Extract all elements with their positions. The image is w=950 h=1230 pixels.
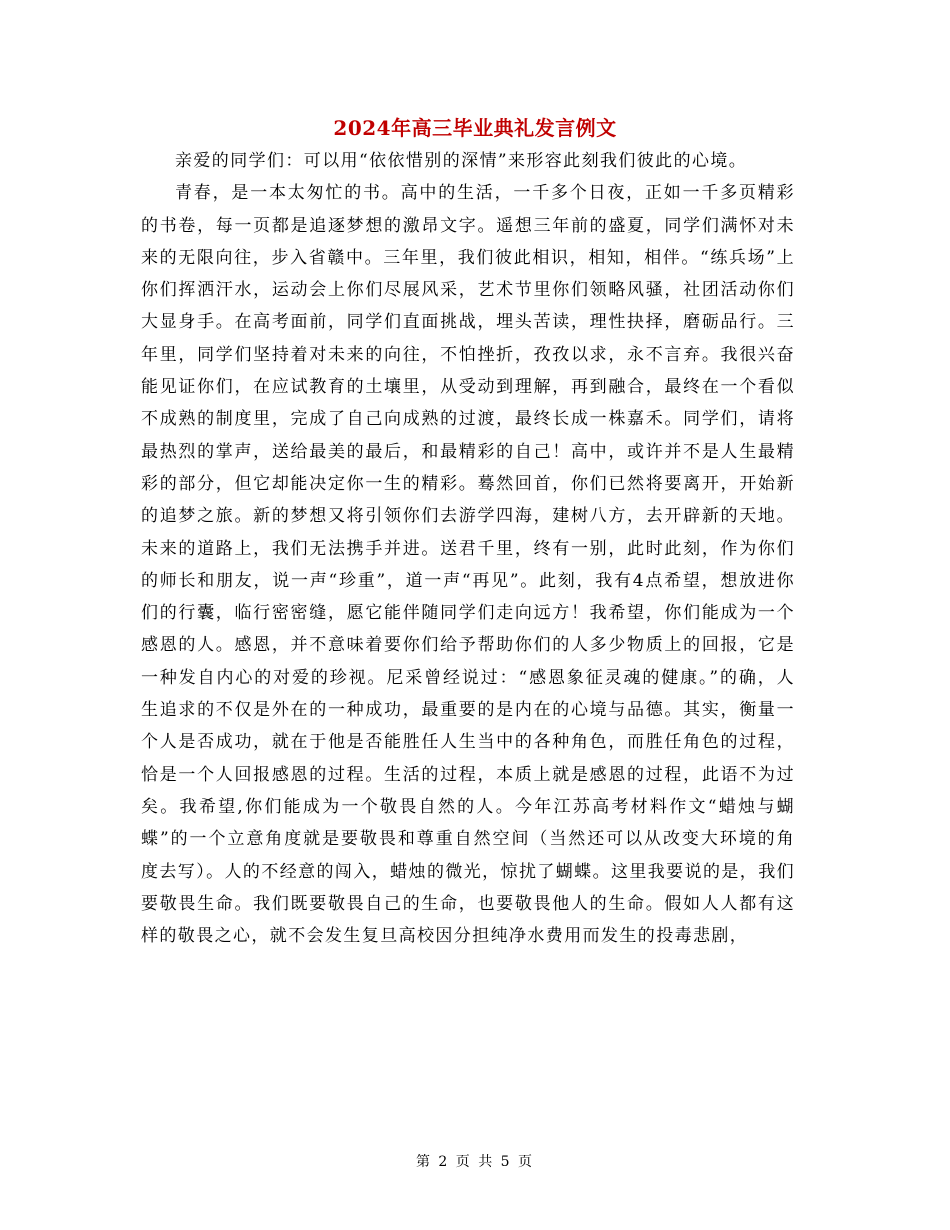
document-body (141, 145, 795, 952)
paragraph-greeting: 亲爱的同学们：可以用“依依惜别的深情”来形容此刻我们彼此的心境。 (175, 151, 748, 171)
document-title: 2024年高三毕业典礼发言例文 (333, 116, 617, 140)
page-number-footer: 第 2 页 共 5 页 (415, 1154, 535, 1170)
paragraph-main: 青春，是一本太匆忙的书。高中的生活，一千多个日夜，正如一千多页精彩的书卷，每一页都是追逐梦想的激昂文字。遥想三年前的盛夏，同学们满怀对未来的无限向往，步入省赣中。三年里，我们彼此相识，相知，相伴。“练兵场”上你们挥洒汗水，运动会上你们尽展风采，艺术节里你们领略风骚，社团活动你们大显身手。在高考面前，同学们直面挑战，埋头苦读，理性抉择，磨砺品行。三年里，同学们坚持着对未来的向往，不怕挫折，孜孜以求，永不言弃。我很兴奋能见证你们，在应试教育的土壤里，从受动到理解，再到融合，最终在一个看似不成熟的制度里，完成了自己向成熟的过渡，最终长成一株嘉禾。同学们，请将最热烈的掌声，送给最美的最后，和最精彩的自己！高中，或许并不是人生最精彩的部分，但它却能决定你一生的精彩。蓦然回首，你们已然将要离开，开始新的追梦之旅。新的梦想又将引领你们去游学四海，建树八方，去开辟新的天地。未来的道路上，我们无法携手并进。送君千里，终有一别，此时此刻，作为你们的师长和朋友，说一声“珍重”，道一声“再见”。此刻，我有4点希望，想放进你们的行囊，临行密密缝，愿它能伴随同学们走向远方！我希望，你们能成为一个感恩的人。感恩，并不意味着要你们给予帮助你们的人多少物质上的回报，它是一种发自内心的对爱的珍视。尼采曾经说过：“感恩象征灵魂的健康。”的确，人生追求的不仅是外在的一种成功，最重要的是内在的心境与品德。其实，衡量一个人是否成功，就在于他是否能胜任人生当中的各种角色，而胜任角色的过程，恰是一个人回报感恩的过程。生活的过程，本质上就是感恩的过程，此语不为过矣。我希望,你们能成为一个敬畏自然的人。今年江苏高考材料作文“蜡烛与蝴蝶”的一个立意角度就是要敬畏和尊重自然空间（当然还可以从改变大环境的角度去写）。人的不经意的闯入，蜡烛的微光，惊扰了蝴蝶。这里我要说的是，我们要敬畏生命。我们既要敬畏自己的生命，也要敬畏他人的生命。假如人人都有这样的敬畏之心，就不会发生复旦高校因分担纯净水费用而发生的投毒悲剧， (141, 183, 795, 947)
